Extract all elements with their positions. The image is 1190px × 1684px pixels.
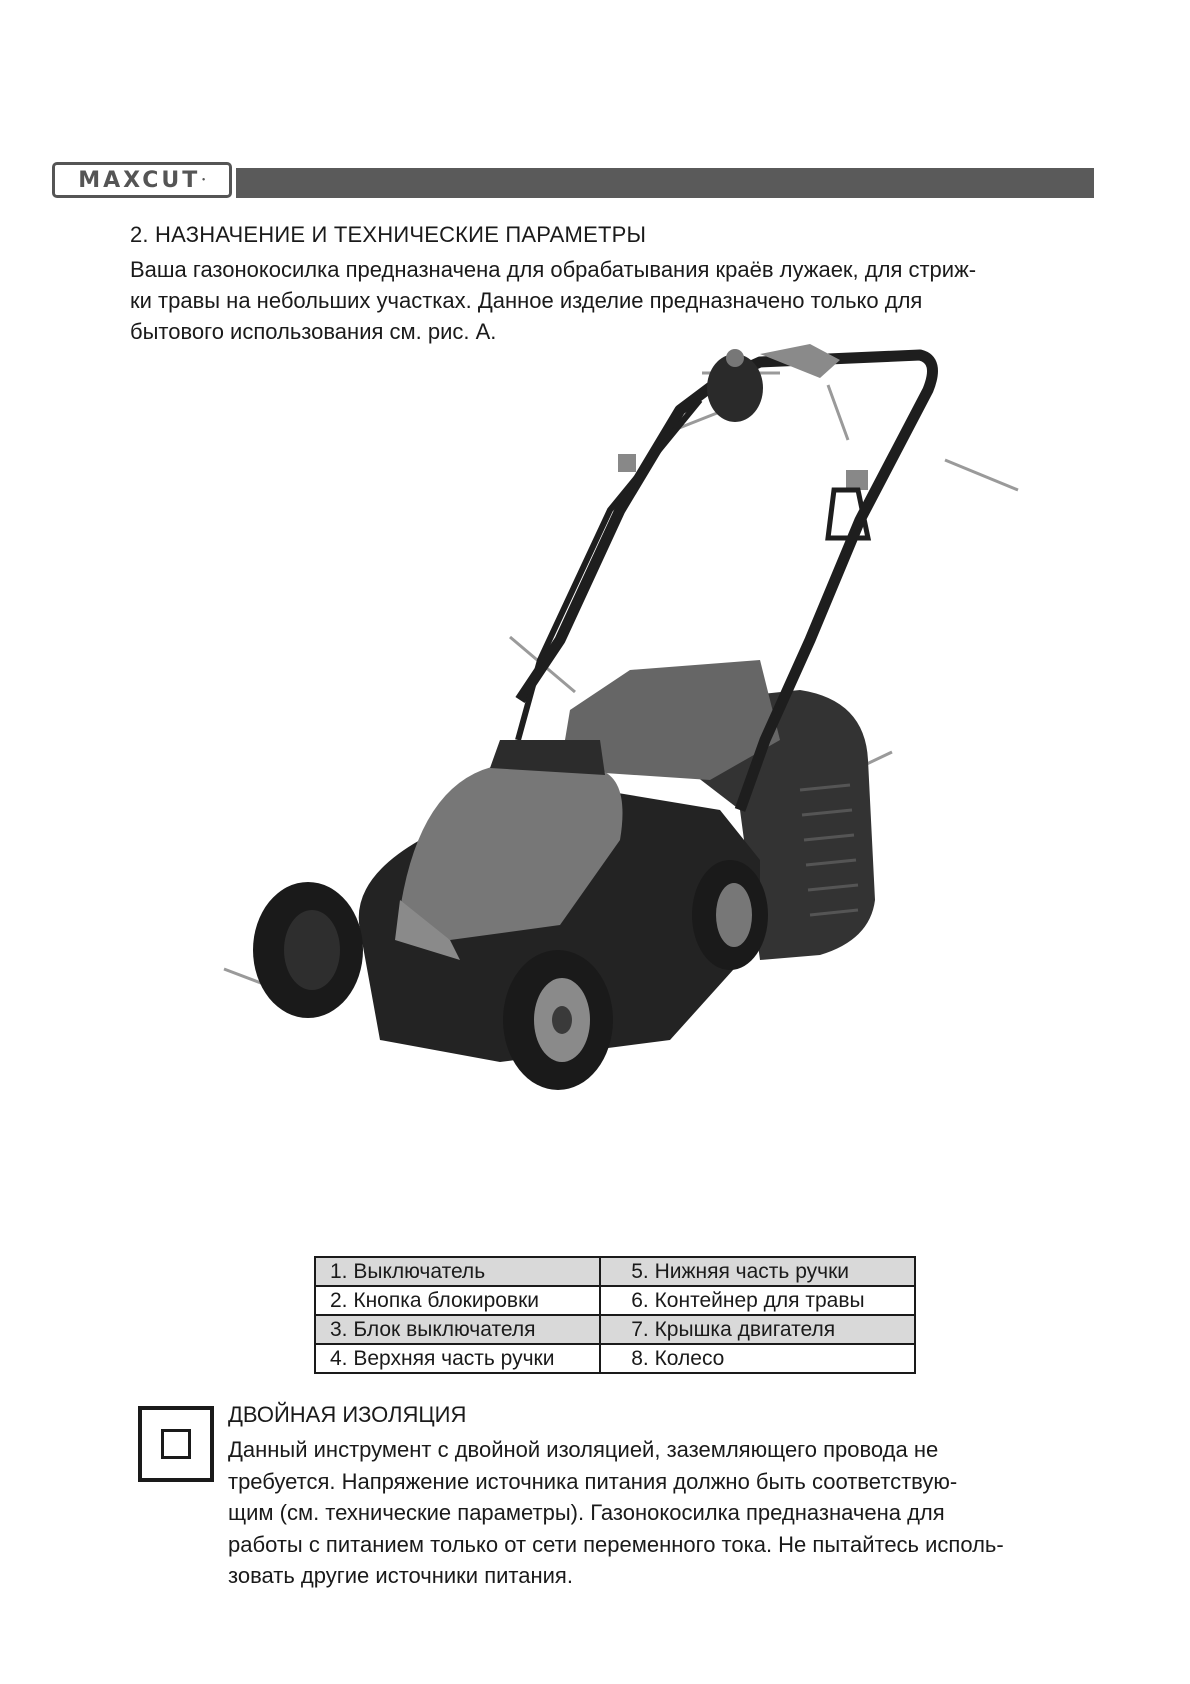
handle-knob-left (618, 454, 636, 472)
legend-cell: 4. Верхняя часть ручки (315, 1344, 600, 1373)
legend-cell: 6. Контейнер для травы (600, 1286, 915, 1315)
legend-cell: 2. Кнопка блокировки (315, 1286, 600, 1315)
handle-knob-right (846, 470, 868, 490)
brand-logo (52, 162, 232, 198)
insulation-line: работы с питанием только от сети переменного тока. Не пытайтесь исполь- (228, 1531, 1004, 1557)
double-insulation-inner-square (161, 1429, 191, 1459)
legend-cell: 7. Крышка двигателя (600, 1315, 915, 1344)
table-row (315, 1315, 915, 1344)
legend-cell: 1. Выключатель (315, 1257, 600, 1286)
legend-cell: 5. Нижняя часть ручки (600, 1257, 915, 1286)
intro-line: Ваша газонокосилка предназначена для обрабатывания краёв лужаек, для стриж- (130, 257, 977, 282)
legend-cell: 8. Колесо (600, 1344, 915, 1373)
insulation-paragraph (228, 1434, 1064, 1592)
double-insulation-icon (138, 1406, 214, 1482)
intro-line: ки травы на небольших участках. Данное изделие предназначено только для (130, 288, 923, 313)
intro-line: бытового использования см. рис. А. (130, 319, 497, 344)
insulation-line: зовать другие источники питания. (228, 1563, 573, 1588)
header-bar (236, 168, 1094, 198)
switch-icon (726, 349, 744, 367)
rear-right-wheel (692, 860, 768, 970)
legend-cell: 3. Блок выключателя (315, 1315, 600, 1344)
table-row (315, 1257, 915, 1286)
front-right-wheel (503, 950, 613, 1090)
cable-hook (828, 490, 868, 538)
logo-text: MAXCUT (78, 167, 201, 193)
table-row (315, 1286, 915, 1315)
logo-mark: • (201, 176, 206, 184)
insulation-line: щим (см. технические параметры). Газонокосилка предназначена для (228, 1500, 945, 1525)
table-row (315, 1344, 915, 1373)
insulation-title: ДВОЙНАЯ ИЗОЛЯЦИЯ (228, 1402, 467, 1427)
insulation-line: требуется. Напряжение источника питания должно быть соответствую- (228, 1468, 958, 1494)
intro-paragraph (130, 254, 1086, 347)
front-left-wheel (253, 882, 363, 1018)
insulation-line: Данный инструмент с двойной изоляцией, заземляющего провода не (228, 1437, 939, 1462)
lawn-mower-illustration (200, 340, 1100, 1160)
parts-legend-table (314, 1256, 916, 1374)
section-title: 2. НАЗНАЧЕНИЕ И ТЕХНИЧЕСКИЕ ПАРАМЕТРЫ (130, 222, 647, 247)
